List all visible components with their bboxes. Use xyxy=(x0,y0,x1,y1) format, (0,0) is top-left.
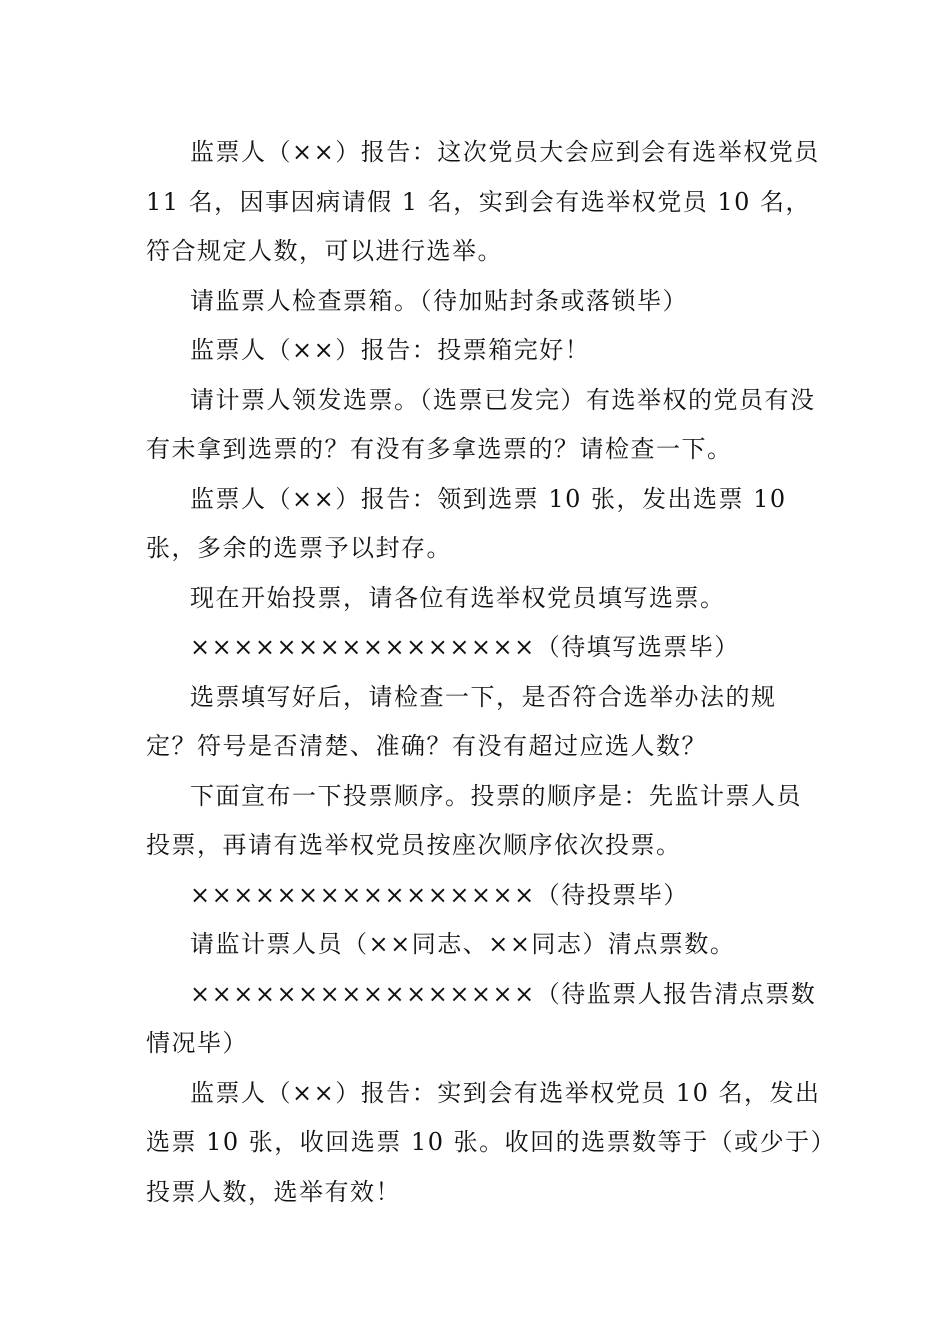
paragraph-4: 请计票人领发选票。（选票已发完）有选举权的党员有没有未拿到选票的？有没有多拿选票的？请检查一下。 xyxy=(146,385,816,463)
paragraph-12: ××××××××××××××××（待监票人报告清点票数情况毕） xyxy=(146,979,817,1057)
paragraph-13: 监票人（××）报告：实到会有选举权党员 10 名，发出选票 10 张，收回选票 10 张。收回的选票数等于（或少于）投票人数，选举有效！ xyxy=(146,1078,825,1206)
document-body xyxy=(146,128,826,1217)
paragraph-5: 监票人（××）报告：领到选票 10 张，发出选票 10 张，多余的选票予以封存。 xyxy=(146,484,787,562)
paragraph-3: 监票人（××）报告：投票箱完好！ xyxy=(190,336,591,364)
paragraph-8: 选票填写好后，请检查一下，是否符合选举办法的规定？符号是否清楚、准确？有没有超过应选人数？ xyxy=(146,682,777,760)
paragraph-11: 请监计票人员（××同志、××同志）清点票数。 xyxy=(190,930,736,958)
paragraph-6: 现在开始投票，请各位有选举权党员填写选票。 xyxy=(190,583,726,612)
paragraph-9: 下面宣布一下投票顺序。投票的顺序是：先监计票人员投票，再请有选举权党员按座次顺序依次投票。 xyxy=(146,781,802,859)
paragraph-2: 请监票人检查票箱。（待加贴封条或落锁毕） xyxy=(190,286,688,315)
paragraph-10: ××××××××××××××××（待投票毕） xyxy=(190,880,689,909)
paragraph-7: ××××××××××××××××（待填写选票毕） xyxy=(190,633,740,661)
paragraph-1: 监票人（××）报告：这次党员大会应到会有选举权党员 11 名，因事因病请假 1 名，实到会有选举权党员 10 名，符合规定人数，可以进行选举。 xyxy=(146,138,820,265)
